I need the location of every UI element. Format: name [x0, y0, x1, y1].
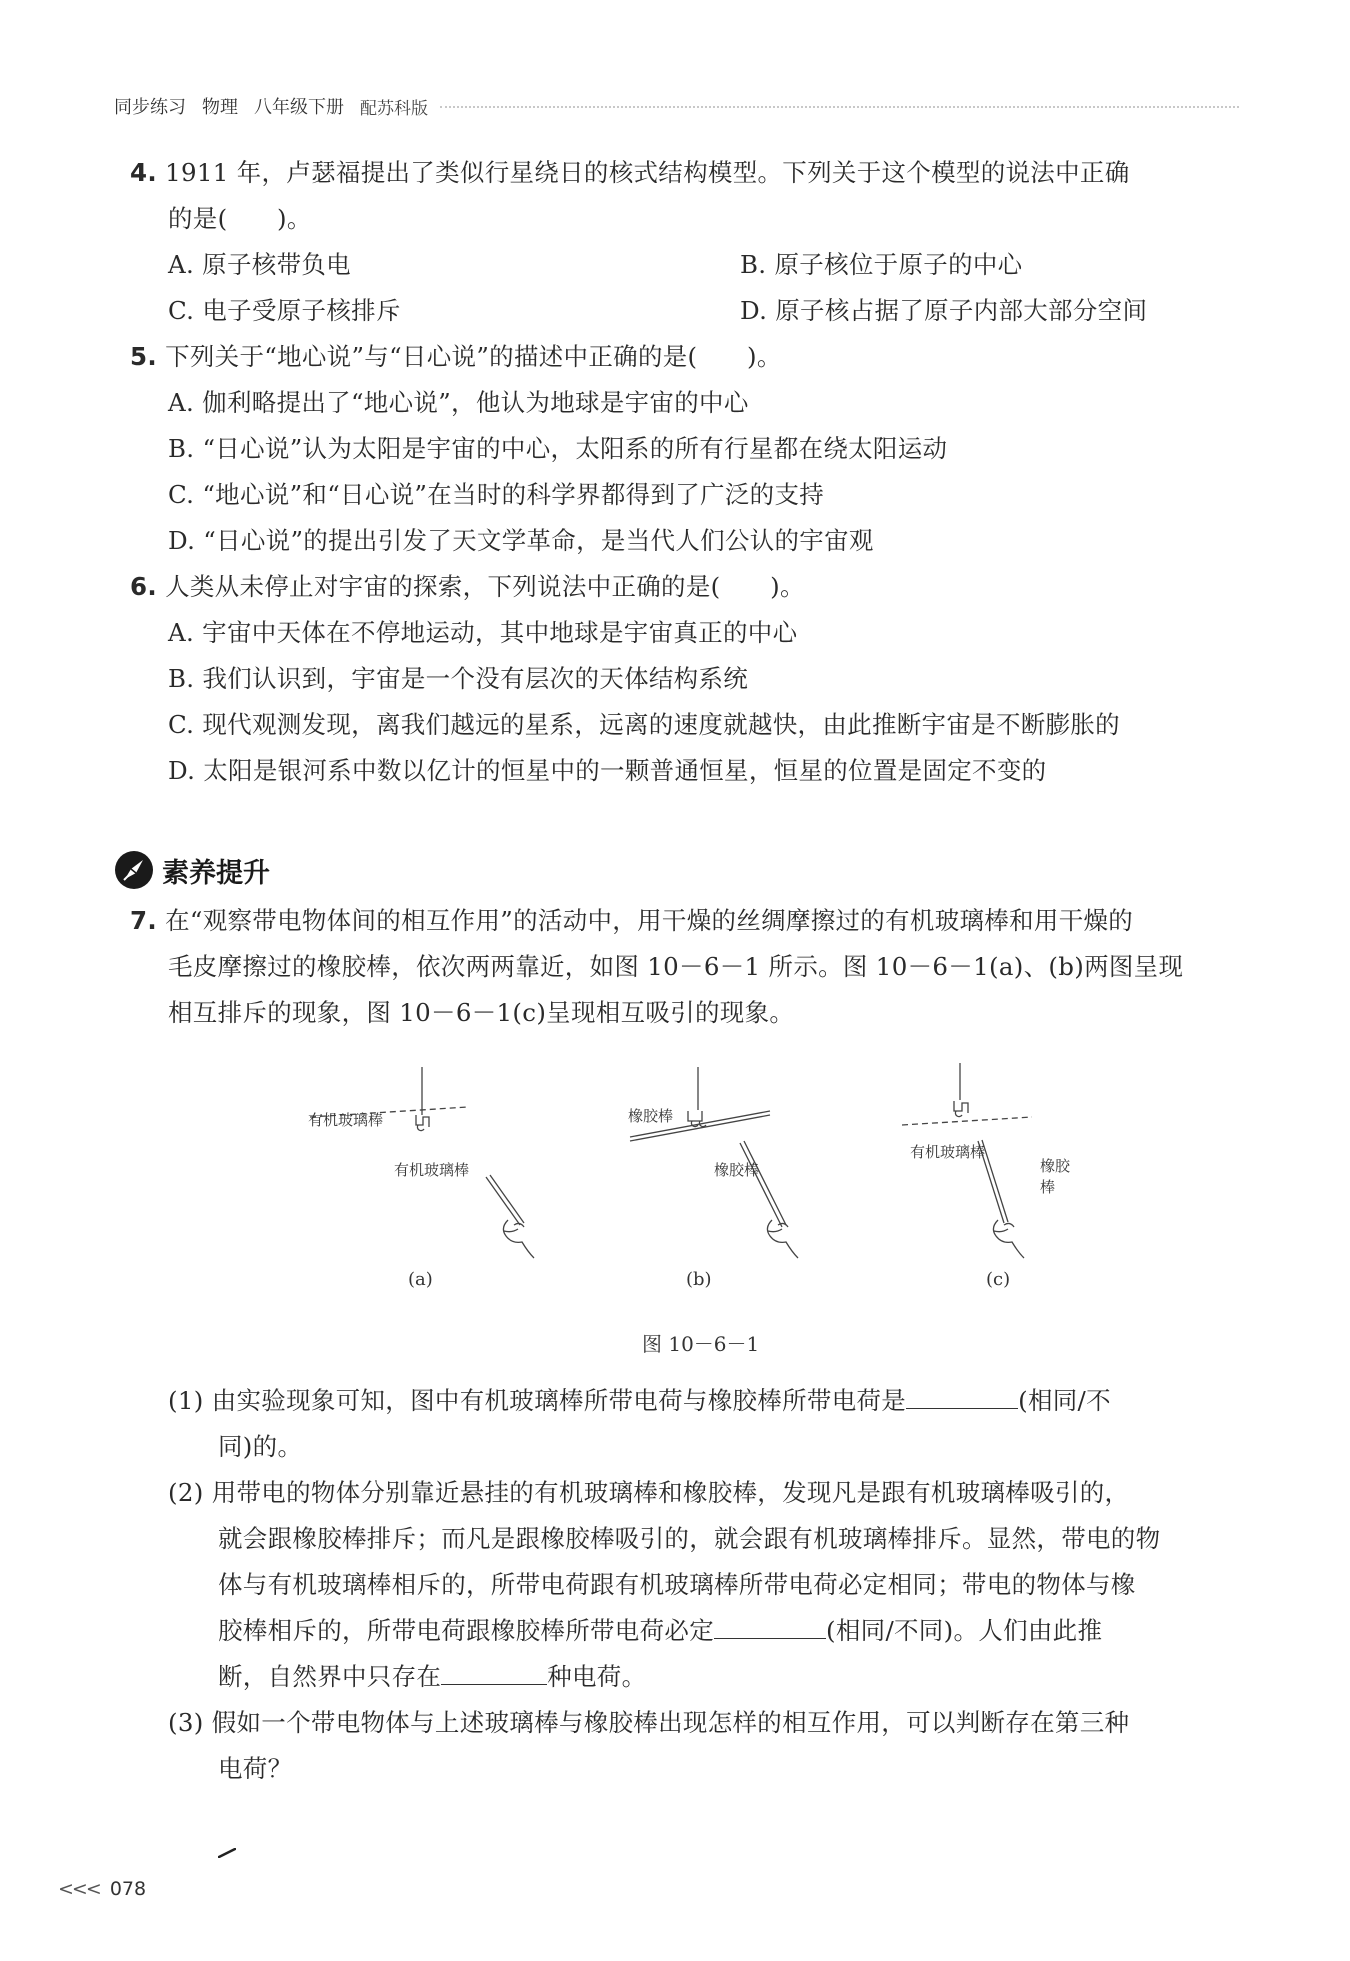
figure-b-hanging-label: 橡胶棒: [628, 1107, 674, 1125]
figure-a-held-label: 有机玻璃棒: [394, 1161, 470, 1179]
page-footer: [58, 1878, 146, 1900]
subquestion-2-line-5: [218, 1654, 646, 1700]
header-series: 同步练习: [114, 97, 186, 118]
question-6-option-d: D. 太阳是银河系中数以亿计的恒星中的一颗普通恒星，恒星的位置是固定不变的: [168, 756, 1047, 785]
answer-blank-3[interactable]: [441, 1662, 547, 1685]
figure-c-hanging-label: 有机玻璃棒: [910, 1143, 986, 1161]
subquestion-2-line-4: [218, 1608, 1102, 1654]
page-number: 078: [109, 1878, 147, 1900]
answer-blank-1[interactable]: [906, 1386, 1018, 1409]
question-5-option-c: C. “地心说”和“日心说”在当时的科学界都得到了广泛的支持: [168, 480, 825, 509]
question-4-number: 4.: [130, 158, 157, 187]
question-4-option-d: D. 原子核占据了原子内部大部分空间: [740, 296, 1148, 325]
subquestion-2-line-3: 体与有机玻璃棒相斥的，所带电荷跟有机玻璃棒所带电荷必定相同；带电的物体与橡: [218, 1570, 1136, 1599]
figure-label-b: (b): [686, 1269, 712, 1290]
subquestion-3-line-1: (3) 假如一个带电物体与上述玻璃棒与橡胶棒出现怎样的相互作用，可以判断存在第三种: [168, 1708, 1130, 1737]
figure-label-c: (c): [986, 1269, 1011, 1290]
figure-c-held-label: 橡胶棒: [1040, 1157, 1071, 1196]
question-7-stem-1: 在“观察带电物体间的相互作用”的活动中，用干燥的丝绸摩擦过的有机玻璃棒和用干燥的: [165, 906, 1134, 935]
figure-b-held-label: 橡胶棒: [714, 1161, 760, 1179]
subquestion-1-line-2: 同)的。: [218, 1432, 303, 1461]
question-5-stem: 下列关于“地心说”与“日心说”的描述中正确的是( )。: [165, 342, 782, 371]
question-4-option-a: A. 原子核带负电: [168, 250, 351, 279]
section-title: 素养提升: [162, 857, 270, 889]
question-5-line: [130, 334, 782, 380]
subquestion-1-line-1: [168, 1378, 1111, 1424]
figure-label-a: (a): [408, 1269, 433, 1290]
question-7-stem-2: 毛皮摩擦过的橡胶棒，依次两两靠近，如图 10－6－1 所示。图 10－6－1(a)、(b)两图呈现: [168, 952, 1184, 981]
question-5-number: 5.: [130, 342, 157, 371]
question-6-option-c: C. 现代观测发现，离我们越远的星系，远离的速度就越快，由此推断宇宙是不断膨胀的: [168, 710, 1120, 739]
header-grade: 八年级下册: [254, 97, 344, 118]
question-5-option-a: A. 伽利略提出了“地心说”，他认为地球是宇宙的中心: [168, 388, 749, 417]
page-header: [114, 92, 1239, 120]
question-4-option-c: C. 电子受原子核排斥: [168, 296, 401, 325]
header-edition: 配苏科版: [360, 98, 428, 119]
header-subject: 物理: [202, 97, 238, 118]
subquestion-2-line-1: (2) 用带电的物体分别靠近悬挂的有机玻璃棒和橡胶棒，发现凡是跟有机玻璃棒吸引的，: [168, 1478, 1130, 1507]
figure-10-6-1: [290, 1055, 1070, 1305]
question-4-option-b: B. 原子核位于原子的中心: [740, 250, 1023, 279]
rocket-icon: [114, 850, 154, 890]
footer-arrows-icon: <<<: [58, 1878, 100, 1900]
subquestion-1-choice: (相同/不: [1018, 1386, 1111, 1415]
question-6-number: 6.: [130, 572, 157, 601]
section-heading: [114, 848, 270, 892]
subquestion-2-choice: (相同/不同)。人们由此推: [826, 1616, 1103, 1645]
figure-a-hanging-label: 有机玻璃棒: [308, 1111, 384, 1129]
answer-blank-2[interactable]: [714, 1616, 826, 1639]
subquestion-2-text-4: 胶棒相斥的，所带电荷跟橡胶棒所带电荷必定: [218, 1616, 714, 1645]
question-5-option-b: B. “日心说”认为太阳是宇宙的中心，太阳系的所有行星都在绕太阳运动: [168, 434, 948, 463]
question-7-number: 7.: [130, 906, 157, 935]
question-5-option-d: D. “日心说”的提出引发了天文学革命，是当代人们公认的宇宙观: [168, 526, 874, 555]
question-6-line: [130, 564, 805, 610]
question-4-stem-continued: 的是( )。: [168, 204, 312, 233]
question-6-option-a: A. 宇宙中天体在不停地运动，其中地球是宇宙真正的中心: [168, 618, 798, 647]
header-dotted-rule: [440, 106, 1239, 108]
question-6-option-b: B. 我们认识到，宇宙是一个没有层次的天体结构系统: [168, 664, 749, 693]
question-6-stem: 人类从未停止对宇宙的探索，下列说法中正确的是( )。: [165, 572, 805, 601]
subquestion-1-text: (1) 由实验现象可知，图中有机玻璃棒所带电荷与橡胶棒所带电荷是: [168, 1386, 907, 1415]
question-7-stem-3: 相互排斥的现象，图 10－6－1(c)呈现相互吸引的现象。: [168, 998, 795, 1027]
subquestion-2-text-5: 断，自然界中只存在: [218, 1662, 442, 1691]
figure-drawing: [290, 1055, 1070, 1305]
subquestion-2-text-5b: 种电荷。: [547, 1662, 647, 1691]
question-4-stem: 1911 年，卢瑟福提出了类似行星绕日的核式结构模型。下列关于这个模型的说法中正确: [165, 158, 1130, 187]
subquestion-3-line-2: 电荷？: [218, 1754, 293, 1783]
question-4-line-1: [130, 150, 1130, 196]
figure-caption: 图 10－6－1: [642, 1332, 760, 1356]
pen-stroke-mark: [218, 1848, 236, 1858]
question-7-line-1: [130, 898, 1133, 944]
subquestion-2-line-2: 就会跟橡胶棒排斥；而凡是跟橡胶棒吸引的，就会跟有机玻璃棒排斥。显然，带电的物: [218, 1524, 1161, 1553]
